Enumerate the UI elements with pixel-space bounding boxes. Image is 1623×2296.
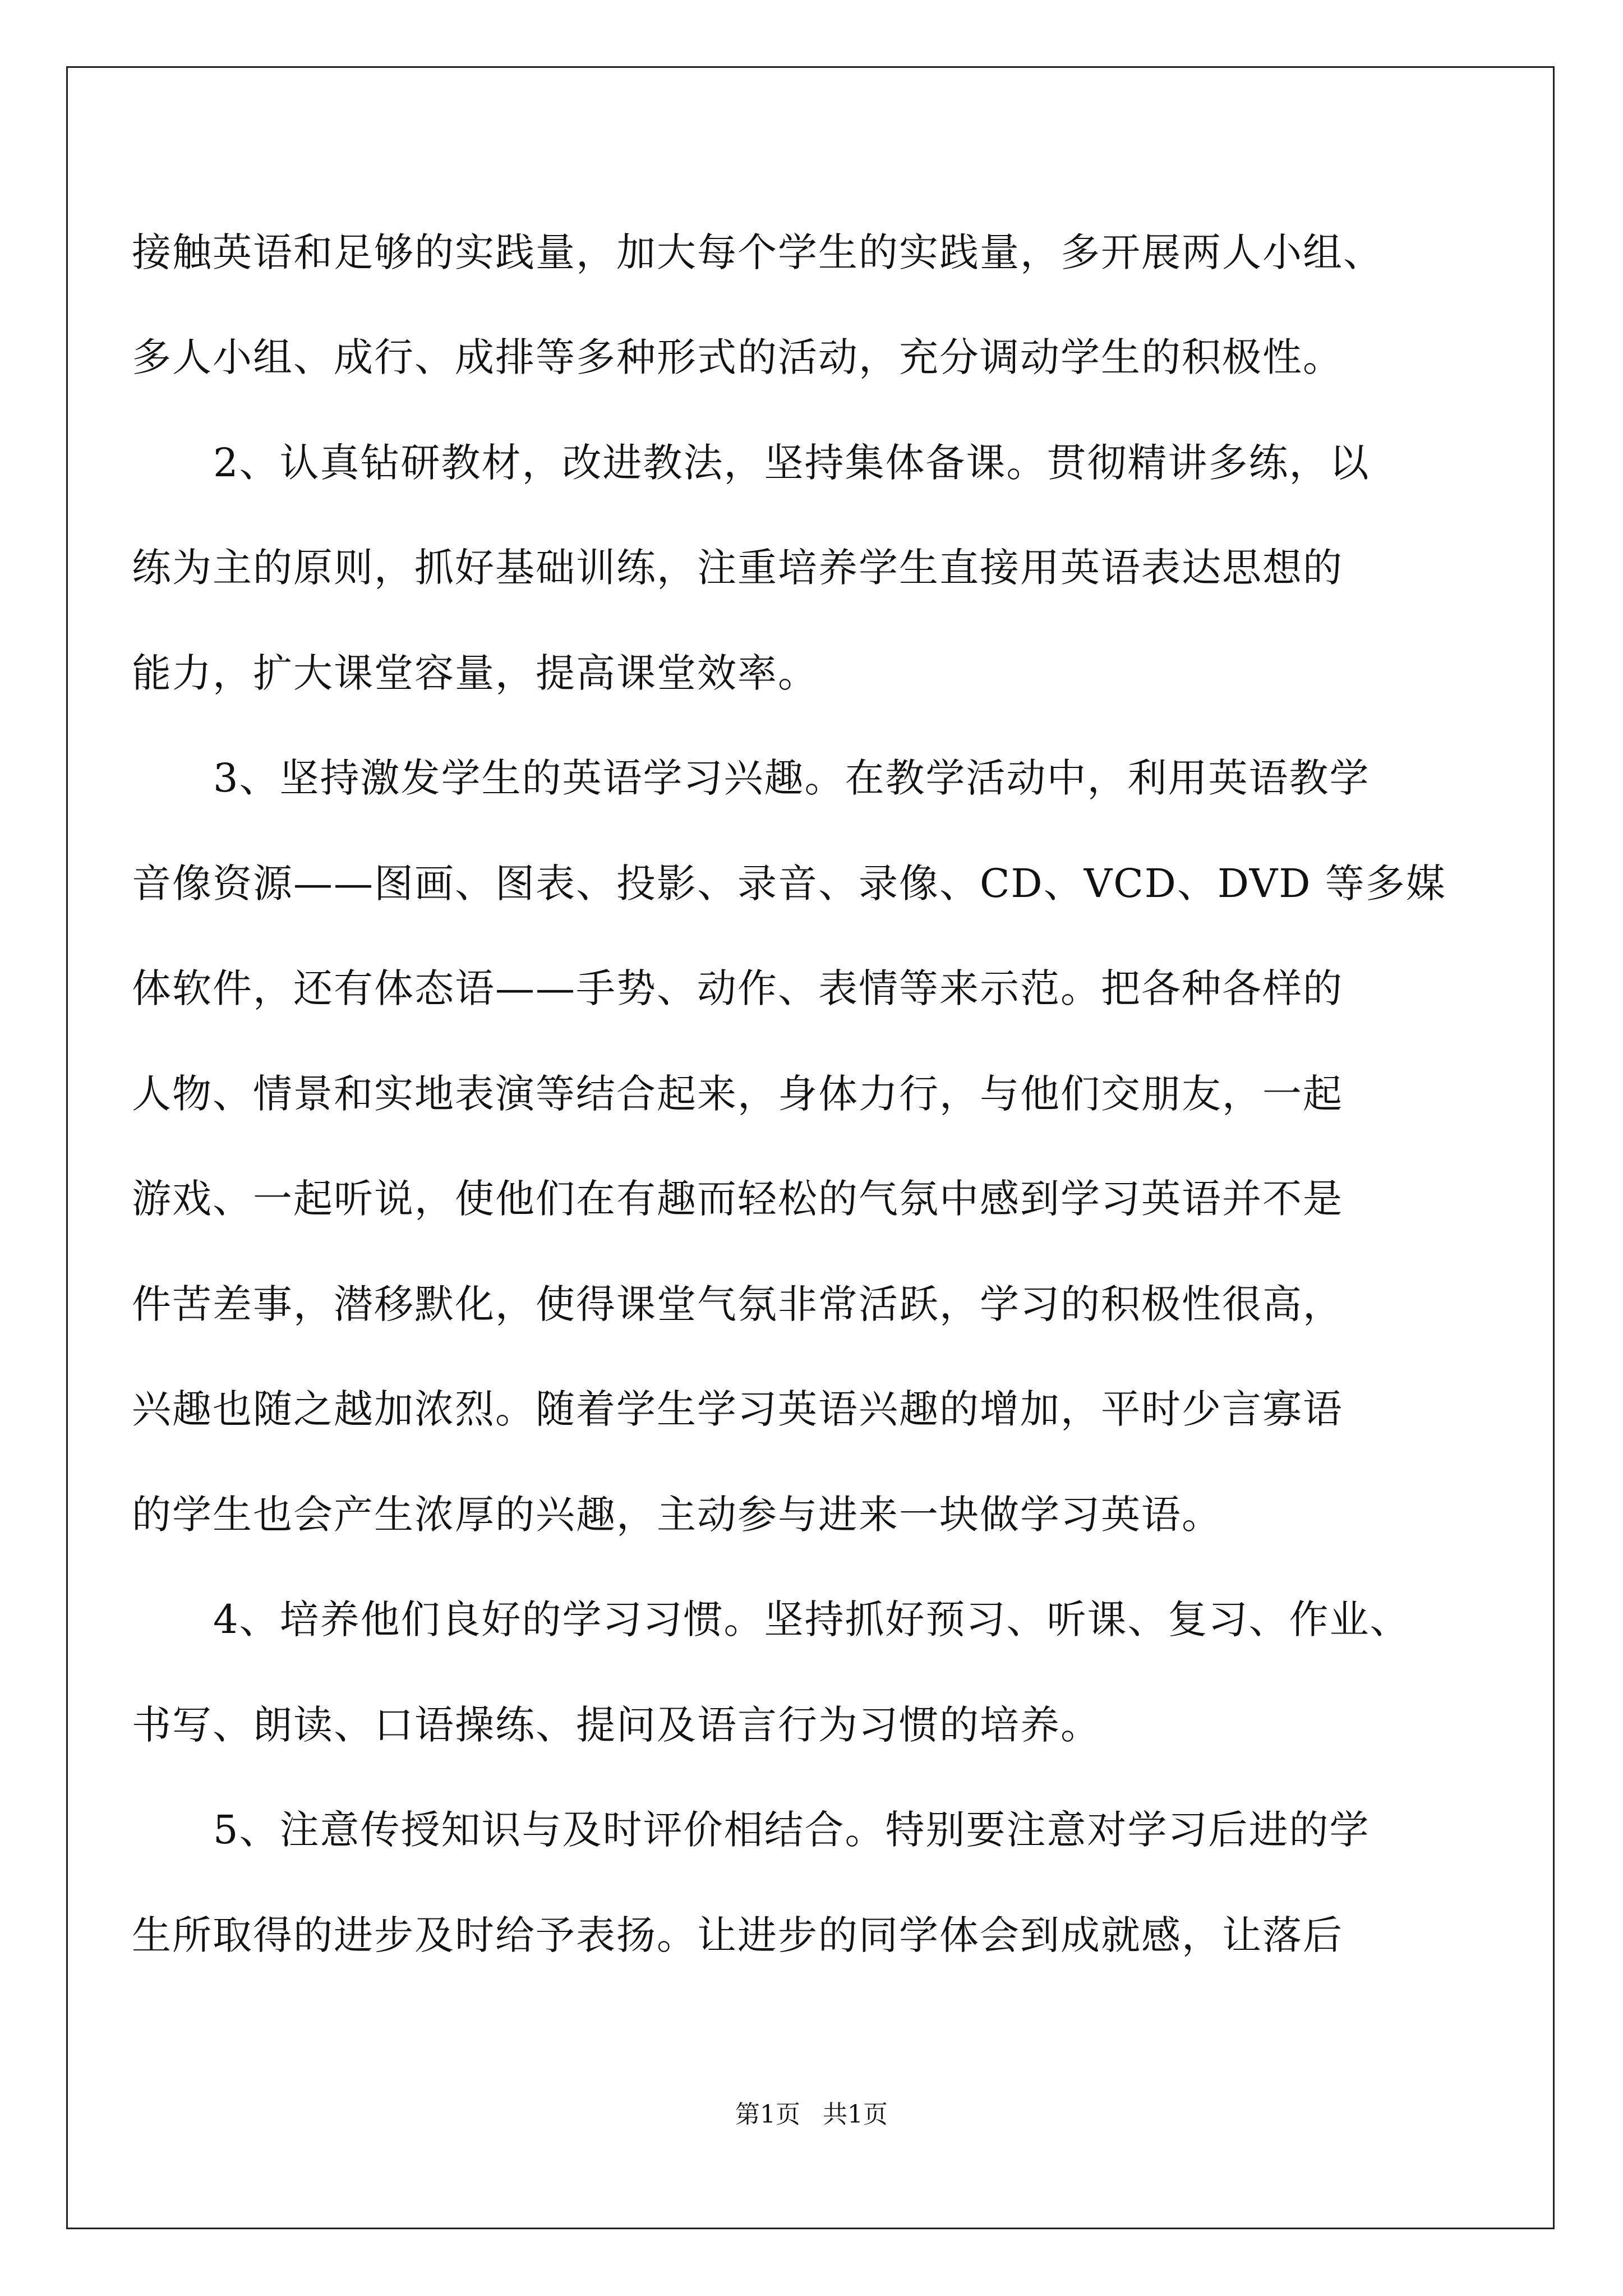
text-line: 人物、情景和实地表演等结合起来，身体力行，与他们交朋友，一起: [132, 1071, 1343, 1117]
paragraph-3-first-line: 3、坚持激发学生的英语学习兴趣。在教学活动中，利用英语教学: [213, 755, 1370, 801]
paragraph-2-first-line: 2、认真钻研教材，改进教法，坚持集体备课。贯彻精讲多练，以: [213, 440, 1370, 486]
text-line: 音像资源——图画、图表、投影、录音、录像、CD、VCD、DVD 等多媒: [132, 861, 1446, 907]
page-number: 第1页: [735, 2100, 800, 2129]
text-line: 能力，扩大课堂容量，提高课堂效率。: [132, 650, 818, 696]
text-line: 兴趣也随之越加浓烈。随着学生学习英语兴趣的增加，平时少言寡语: [132, 1386, 1343, 1432]
text-line: 接触英语和足够的实践量，加大每个学生的实践量，多开展两人小组、: [132, 229, 1384, 275]
text-line: 件苦差事，潜移默化，使得课堂气氛非常活跃，学习的积极性很高，: [132, 1281, 1343, 1327]
paragraph-4-first-line: 4、培养他们良好的学习习惯。坚持抓好预习、听课、复习、作业、: [213, 1596, 1410, 1642]
text-line: 的学生也会产生浓厚的兴趣，主动参与进来一块做学习英语。: [132, 1492, 1222, 1538]
text-line: 多人小组、成行、成排等多种形式的活动，充分调动学生的积极性。: [132, 334, 1343, 380]
text-line: 生所取得的进步及时给予表扬。让进步的同学体会到成就感，让落后: [132, 1912, 1343, 1958]
text-line: 书写、朗读、口语操练、提问及语言行为习惯的培养。: [132, 1702, 1101, 1748]
page-footer: [0, 2098, 1623, 2132]
paragraph-5-first-line: 5、注意传授知识与及时评价相结合。特别要注意对学习后进的学: [213, 1807, 1370, 1853]
text-line: 游戏、一起听说，使他们在有趣而轻松的气氛中感到学习英语并不是: [132, 1176, 1343, 1222]
page-border: [66, 66, 1555, 2229]
page-total: 共1页: [823, 2100, 888, 2129]
text-line: 练为主的原则，抓好基础训练，注重培养学生直接用英语表达思想的: [132, 545, 1343, 591]
text-line: 体软件，还有体态语——手势、动作、表情等来示范。把各种各样的: [132, 965, 1343, 1011]
